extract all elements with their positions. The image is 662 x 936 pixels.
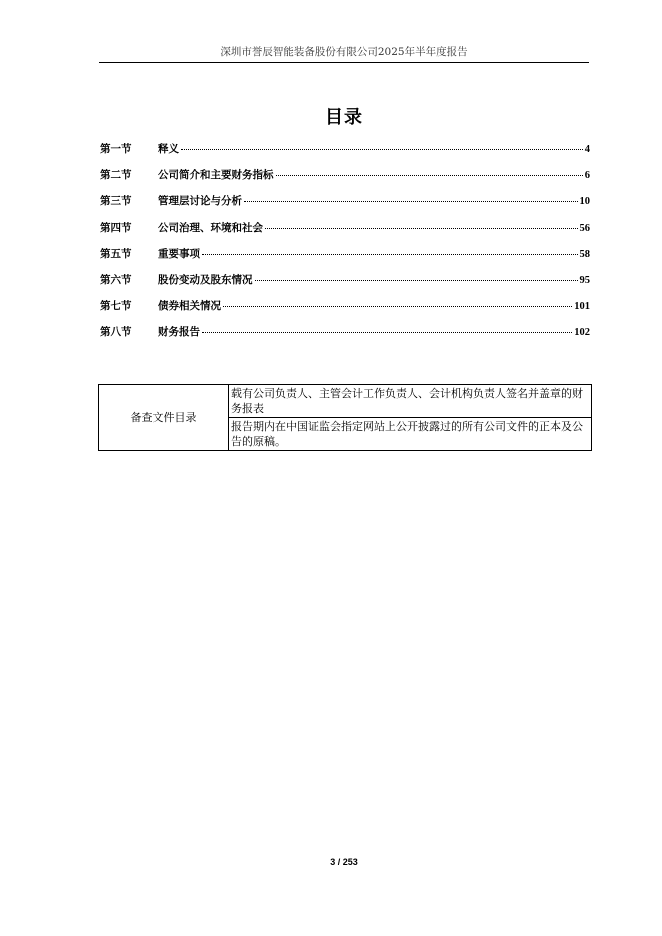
table-of-contents xyxy=(100,141,590,351)
toc-leader-dots xyxy=(255,280,578,281)
toc-section-title: 财务报告 xyxy=(158,326,200,339)
toc-page-number: 10 xyxy=(579,196,590,208)
toc-entry[interactable] xyxy=(100,324,590,350)
toc-section-number: 第一节 xyxy=(100,143,132,155)
toc-section-title: 公司治理、环境和社会 xyxy=(158,221,263,234)
reference-documents-table xyxy=(98,384,592,451)
toc-leader-dots xyxy=(223,306,572,307)
toc-page-number: 56 xyxy=(579,222,590,234)
toc-section-number: 第五节 xyxy=(100,247,132,260)
toc-section-title: 释义 xyxy=(158,143,179,155)
toc-entry[interactable] xyxy=(100,167,590,193)
toc-section-title: 重要事项 xyxy=(158,247,200,260)
toc-page-number: 4 xyxy=(584,144,590,155)
toc-leader-dots xyxy=(202,254,578,255)
toc-leader-dots xyxy=(244,201,578,202)
toc-section-number: 第六节 xyxy=(100,273,132,286)
reference-documents-label: 备查文件目录 xyxy=(99,385,229,451)
toc-section-title: 管理层讨论与分析 xyxy=(158,195,242,208)
toc-entry[interactable] xyxy=(100,220,590,246)
toc-page-number: 101 xyxy=(574,301,590,313)
toc-section-number: 第四节 xyxy=(100,221,132,234)
page-number: 3 / 253 xyxy=(330,857,358,867)
toc-leader-dots xyxy=(202,332,572,333)
header-rule xyxy=(99,62,589,63)
reference-document-item: 载有公司负责人、主管会计工作负责人、会计机构负责人签名并盖章的财务报表 xyxy=(229,385,592,418)
toc-page-number: 95 xyxy=(579,274,590,286)
toc-page-number: 58 xyxy=(579,248,590,260)
reference-document-item: 报告期内在中国证监会指定网站上公开披露过的所有公司文件的正本及公告的原稿。 xyxy=(229,418,592,451)
toc-entry[interactable] xyxy=(100,272,590,298)
toc-entry[interactable] xyxy=(100,141,590,167)
toc-section-number: 第二节 xyxy=(100,169,132,182)
toc-leader-dots xyxy=(276,175,583,176)
table-row xyxy=(99,385,592,418)
toc-section-title: 公司简介和主要财务指标 xyxy=(158,169,274,182)
toc-entry[interactable] xyxy=(100,246,590,272)
toc-page-number: 6 xyxy=(584,170,590,182)
toc-section-number: 第三节 xyxy=(100,195,132,208)
toc-section-number: 第七节 xyxy=(100,300,132,313)
toc-section-number: 第八节 xyxy=(100,326,132,339)
toc-leader-dots xyxy=(181,149,583,150)
toc-entry[interactable] xyxy=(100,193,590,219)
toc-section-title: 债券相关情况 xyxy=(158,300,221,313)
toc-title: 目录 xyxy=(325,107,363,128)
toc-leader-dots xyxy=(265,228,578,229)
toc-section-title: 股份变动及股东情况 xyxy=(158,273,253,286)
toc-page-number: 102 xyxy=(574,327,590,339)
toc-entry[interactable] xyxy=(100,298,590,324)
page-header: 深圳市誉辰智能装备股份有限公司2025年半年度报告 xyxy=(220,46,468,58)
